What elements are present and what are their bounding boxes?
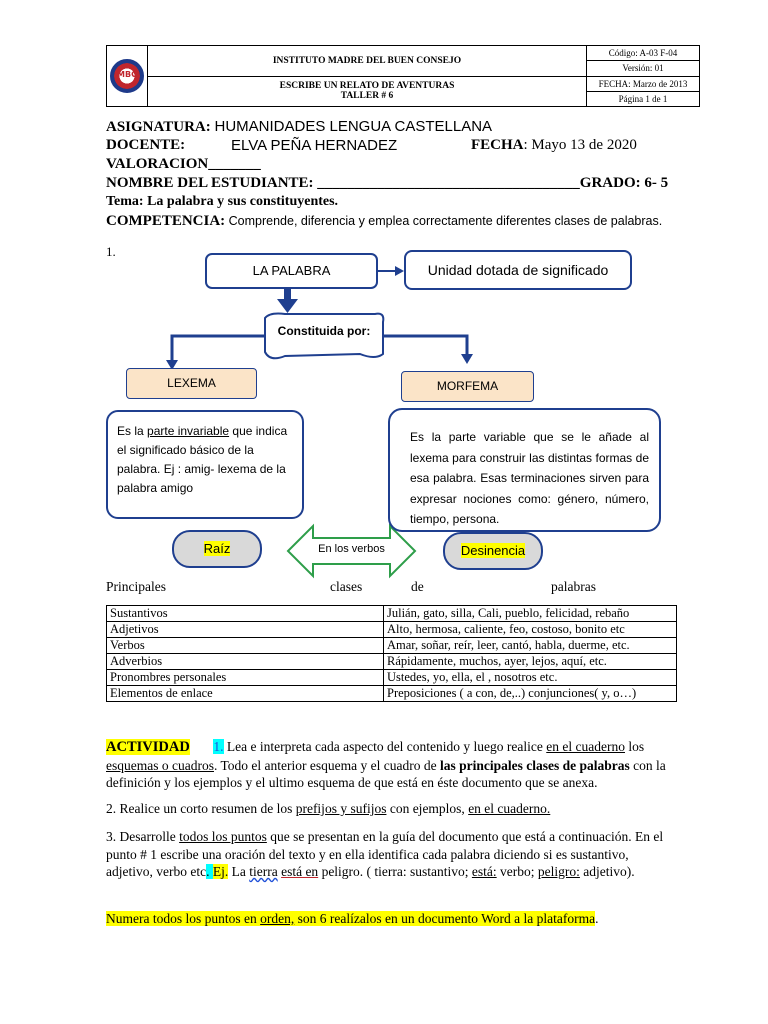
item-number: 1. [106,244,116,259]
competence-line: COMPETENCIA: Comprende, diferencia y emplea correctamente diferentes clases de palabras. [106,213,663,229]
word-classes-table [106,605,677,702]
topic: Tema: La palabra y sus constituyentes. [106,194,339,209]
subject-line: ASIGNATURA: HUMANIDADES LENGUA CASTELLANA [106,118,493,135]
table-row: Elementos de enlace Preposiciones ( a con, de,..) conjunciones( y, o…) [107,686,677,702]
grade-label: VALORACION_______ [106,156,261,172]
table-row: Verbos Amar, soñar, reír, leer, cantó, habla, duerme, etc. [107,638,677,654]
definition-box: Unidad dotada de significado [404,250,632,290]
activity-label: ACTIVIDAD [106,739,190,755]
table-row: Adjetivos Alto, hermosa, caliente, feo, costoso, bonito etc [107,622,677,638]
school-logo: MBC [110,59,144,93]
lexeme-description: Es la parte invariable que indica el significado básico de la palabra. Ej : amig- lexema de la palabra amigo [106,410,304,519]
table-row: Sustantivos Julián, gato, silla, Cali, pueblo, felicidad, rebaño [107,606,677,622]
ending-box: Desinencia [443,532,543,570]
morpheme-description: Es la parte variable que se le añade al lexema para construir las distintas formas de esa palabra. Esas terminaciones sirven para expresar nociones como: género, número, tiempo, persona. [388,408,661,532]
doc-code: Código: A-03 F-04 [587,46,700,61]
morpheme-box: MORFEMA [401,371,534,402]
teacher-line: DOCENTE: ELVA PEÑA HERNADEZ FECHA: Mayo 13 de 2020 [106,137,637,154]
doc-version: Versión: 01 [587,61,700,76]
table-row: Pronombres personales Ustedes, yo, ella, el , nosotros etc. [107,670,677,686]
activity-paragraph-1: ACTIVIDAD 1. Lea e interpreta cada aspecto del contenido y luego realice en el cuaderno los esquemas o cuadros. Todo el anterior esquema y el cuadro de las principales clases de palabras con la definición y los ejemplos y el ultimo esquema de que está en éste documento que se anexa. [106,739,666,790]
student-line: NOMBRE DEL ESTUDIANTE: ___________________________________GRADO: 6- 5 [106,175,669,191]
institution-name: INSTITUTO MADRE DEL BUEN CONSEJO [148,46,587,77]
word-box: LA PALABRA [205,253,378,289]
table-row: Adverbios Rápidamente, muchos, ayer, lejos, aquí, etc. [107,654,677,670]
root-box: Raíz [172,530,262,568]
doc-title: ESCRIBE UN RELATO DE AVENTURAS TALLER # 6 [148,76,587,107]
doc-page: Página 1 de 1 [587,91,700,106]
doc-date: FECHA: Marzo de 2013 [587,76,700,91]
activity-paragraph-2: 2. Realice un corto resumen de los prefijos y sufijos con ejemplos, en el cuaderno. [106,801,551,816]
verbs-arrow-label: En los verbos [318,543,385,555]
made-of-banner: Constituida por: [277,324,371,338]
lexeme-box: LEXEMA [126,368,257,399]
activity-paragraph-3: 3. Desarrolle todos los puntos que se presentan en la guía del documento que está a continuación. En el punto # 1 escribe una oración del texto y en ella identifica cada palabra diciendo si es sustantivo, adjetivo, verbo etc. Ej. La tierra está en peligro. ( tierra: sustantivo; está: verbo; peligro: adjetivo). [106,829,664,879]
activity-paragraph-4: Numera todos los puntos en orden, son 6 realízalos en un documento Word a la plataforma. [106,911,599,926]
